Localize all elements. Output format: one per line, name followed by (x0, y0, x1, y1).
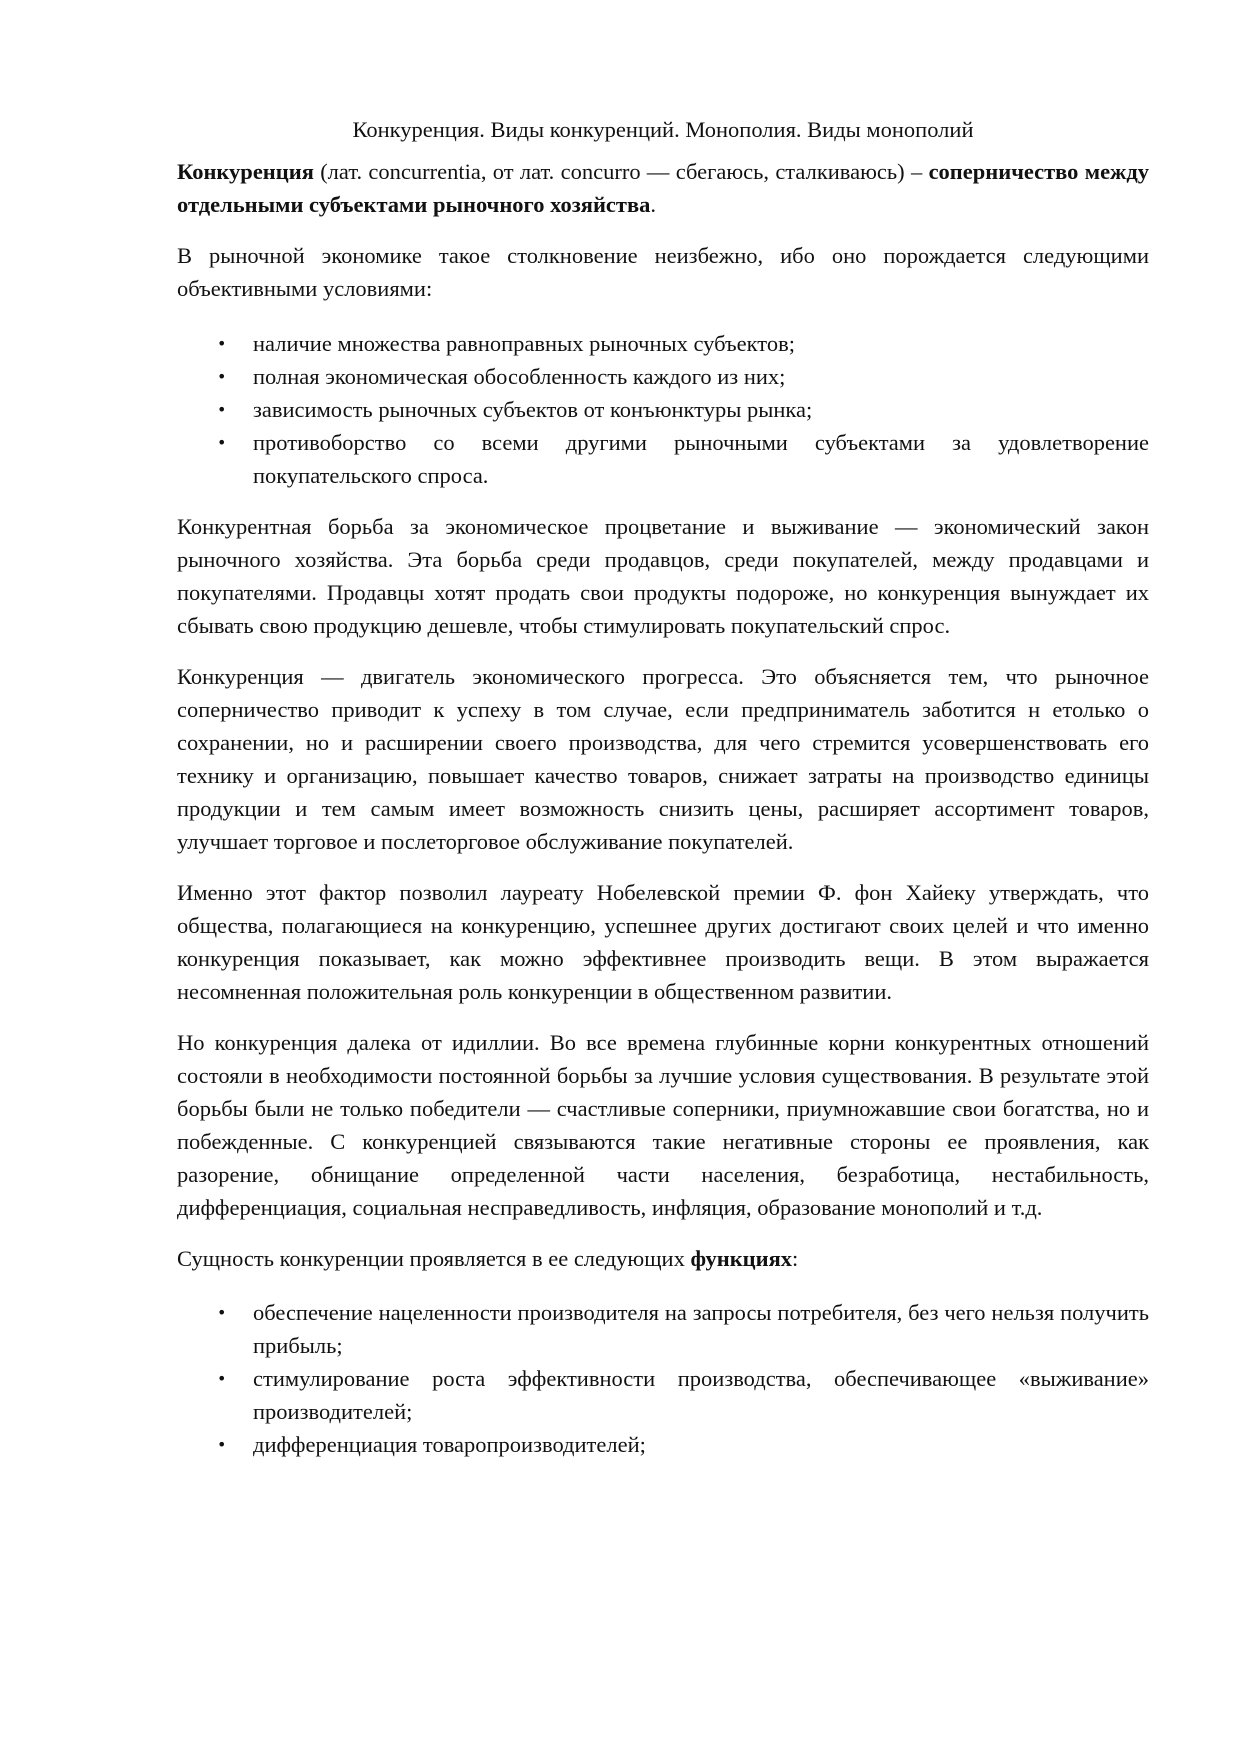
list-item-text: полная экономическая обособленность каждого из них; (253, 364, 786, 389)
functions-intro-colon: : (792, 1246, 799, 1271)
engine-paragraph: Конкуренция — двигатель экономического прогресса. Это объясняется тем, что рыночное соперничество приводит к успеху в том случае, если предприниматель заботится н етолько о сохранении, но и расширении своего производства, для чего стремится усовершенствовать его технику и организацию, повышает качество товаров, снижает затраты на производство единицы продукции и тем самым имеет возможность снизить цены, расширяет ассортимент товаров, улучшает торговое и послеторговое обслуживание покупателей. (177, 664, 1149, 854)
list-item-text: стимулирование роста эффективности производства, обеспечивающее «выживание» производителей; (253, 1366, 1149, 1424)
negative-paragraph: Но конкуренция далека от идиллии. Во все времена глубинные корни конкурентных отношений состояли в необходимости постоянной борьбы за лучшие условия существования. В результате этой борьбы были не только победители — счастливые соперники, приумножавшие свои богатства, но и побежденные. С конкуренцией связываются такие негативные стороны ее проявления, как разорение, обнищание определенной части населения, безработица, нестабильность, дифференциация, социальная несправедливость, инфляция, образование монополий и т.д. (177, 1030, 1149, 1220)
list-item (177, 1362, 1149, 1428)
functions-intro-text: Сущность конкуренции проявляется в ее следующих (177, 1246, 691, 1271)
list-item-text: зависимость рыночных субъектов от конъюнктуры рынка; (253, 397, 813, 422)
bullet-icon: • (217, 1369, 227, 1388)
list-item (177, 1296, 1149, 1362)
list-item (177, 393, 1149, 426)
list-item (177, 360, 1149, 393)
definition-text: соперничество между отдельными субъектами рыночного хозяйства (177, 159, 1150, 217)
definition-paragraph (177, 155, 1149, 221)
bullet-icon: • (217, 433, 227, 452)
conditions-list (177, 327, 1149, 492)
list-item (177, 327, 1149, 360)
list-item (177, 1428, 1149, 1461)
list-item-text: противоборство со всеми другими рыночными субъектами за удовлетворение покупательского спроса. (253, 430, 1149, 488)
document-page (177, 113, 1149, 1479)
document-title: Конкуренция. Виды конкуренций. Монополия. Виды монополий (352, 117, 974, 142)
conditions-intro-paragraph: В рыночной экономике такое столкновение неизбежно, ибо оно порождается следующими объективными условиями: (177, 243, 1149, 301)
functions-list (177, 1296, 1149, 1461)
definition-end: . (650, 192, 656, 217)
definition-term: Конкуренция (177, 159, 314, 184)
bullet-icon: • (217, 334, 227, 353)
functions-intro-paragraph (177, 1242, 1149, 1275)
list-item-text: обеспечение нацеленности производителя на запросы потребителя, без чего нельзя получить прибыль; (253, 1300, 1149, 1358)
struggle-paragraph: Конкурентная борьба за экономическое процветание и выживание — экономический закон рыночного хозяйства. Эта борьба среди продавцов, среди покупателей, между продавцами и покупателями. Продавцы хотят продать свои продукты подороже, но конкуренция вынуждает их сбывать свою продукцию дешевле, чтобы стимулировать покупательский спрос. (177, 514, 1149, 638)
list-item (177, 426, 1149, 492)
bullet-icon: • (217, 400, 227, 419)
bullet-icon: • (217, 1435, 227, 1454)
functions-term: функциях (690, 1246, 793, 1271)
definition-etymology: (лат. concurrentia, от лат. concurro — сбегаюсь, сталкиваюсь) – (313, 159, 929, 184)
list-item-text: наличие множества равноправных рыночных субъектов; (253, 331, 795, 356)
bullet-icon: • (217, 367, 227, 386)
bullet-icon: • (217, 1303, 227, 1322)
hayek-paragraph: Именно этот фактор позволил лауреату Нобелевской премии Ф. фон Хайеку утверждать, что общества, полагающиеся на конкуренцию, успешнее других достигают своих целей и что именно конкуренция показывает, как можно эффективнее производить вещи. В этом выражается несомненная положительная роль конкуренции в общественном развитии. (177, 880, 1149, 1004)
list-item-text: дифференциация товаропроизводителей; (253, 1432, 646, 1457)
